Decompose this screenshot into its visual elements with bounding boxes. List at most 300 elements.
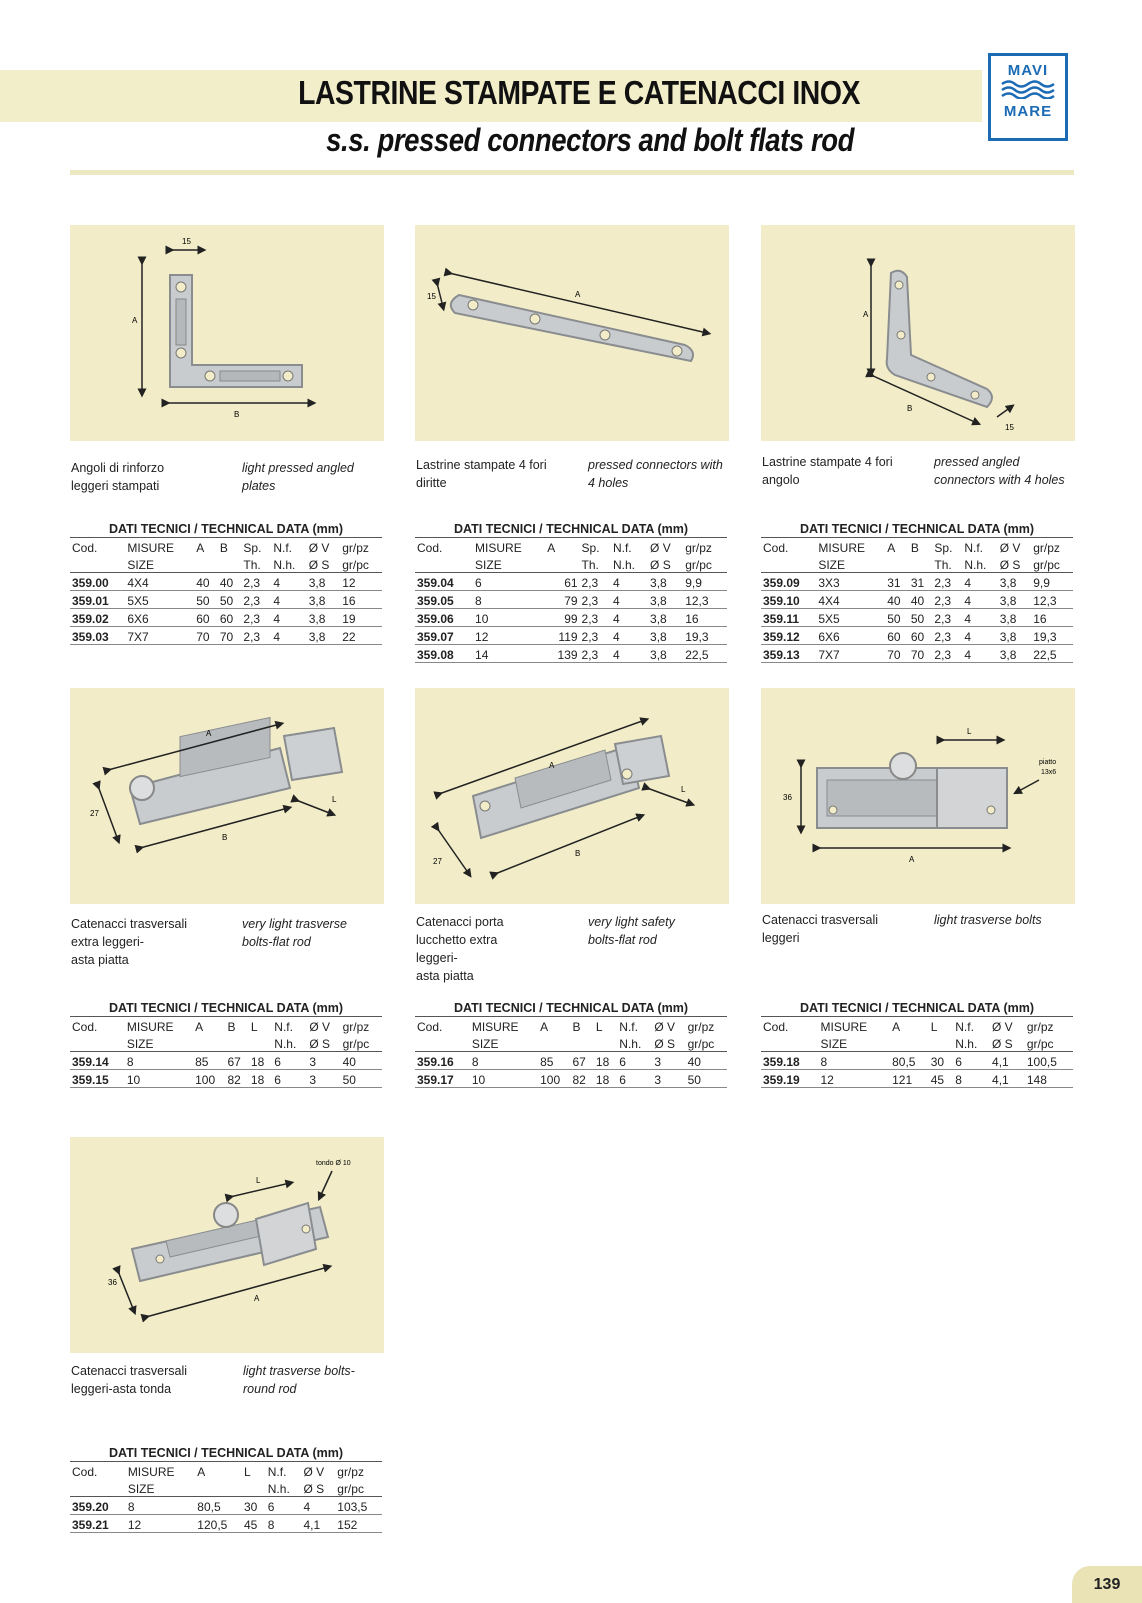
cell: 103,5 (335, 1497, 382, 1515)
angled-plate-icon (70, 225, 384, 441)
th: gr/pc (335, 1479, 382, 1497)
cell: 16 (1031, 609, 1073, 627)
cell: 45 (929, 1070, 954, 1088)
th: Ø V (654, 1020, 675, 1034)
spec-table-padlock-bolts (415, 1001, 727, 1088)
dim-label: 27 (90, 809, 99, 818)
cell: 6X6 (125, 609, 194, 627)
dim-label: 27 (433, 857, 442, 866)
cell: 40 (885, 591, 909, 609)
dim-label: L (256, 1176, 261, 1185)
th: N.f. (619, 1020, 638, 1034)
table-row (70, 591, 382, 609)
th (545, 555, 579, 573)
cell: 3,8 (648, 645, 683, 663)
th: N.h. (611, 555, 648, 573)
round-bolt-icon (70, 1137, 384, 1353)
cell: 119 (545, 627, 579, 645)
spec-table-round-bolts (70, 1446, 382, 1533)
dim-label: 13x6 (1041, 769, 1057, 776)
cell: 4 (611, 627, 648, 645)
cell: 2,3 (580, 627, 611, 645)
cell: 85 (538, 1052, 570, 1070)
th: gr/pz (685, 541, 712, 555)
cell: 80,5 (195, 1497, 242, 1515)
waves-icon (998, 79, 1058, 99)
cell: 3,8 (998, 627, 1032, 645)
desc-en-line: very light trasverse (242, 917, 347, 931)
th: L (930, 1020, 938, 1034)
cell: 14 (473, 645, 545, 663)
th (249, 1034, 272, 1052)
th (929, 1034, 954, 1052)
cell: 12,3 (683, 591, 727, 609)
cell: 10 (125, 1070, 193, 1088)
th: Ø S (301, 1479, 335, 1497)
cell: 6 (617, 1070, 652, 1088)
cell: 18 (249, 1052, 272, 1070)
th (226, 1034, 249, 1052)
padlock-bolt-icon (415, 688, 729, 904)
cell: 3,8 (648, 609, 683, 627)
cell: 359.11 (761, 609, 816, 627)
cell: 50 (686, 1070, 727, 1088)
cell: 3,8 (307, 609, 341, 627)
table-row (415, 591, 727, 609)
cell: 121 (890, 1070, 929, 1088)
cell: 99 (545, 609, 579, 627)
desc-it-line: asta piatta (71, 953, 129, 967)
cell: 3,8 (648, 573, 683, 591)
desc-en-line: very light safety (588, 915, 675, 929)
th: Ø S (652, 1034, 685, 1052)
dim-label: A (863, 310, 869, 319)
cell: 359.06 (415, 609, 473, 627)
th: A (892, 1020, 901, 1034)
cell: 3 (652, 1070, 685, 1088)
th: Ø V (303, 1465, 325, 1479)
table-caption: DATI TECNICI / TECHNICAL DATA (mm) (415, 522, 727, 538)
cell: 359.17 (415, 1070, 470, 1088)
cell: 3 (307, 1070, 340, 1088)
th: Cod. (72, 1020, 98, 1034)
th: A (547, 541, 556, 555)
dim-label: A (549, 761, 555, 770)
dim-label: piatto (1039, 759, 1057, 766)
cell: 4X4 (125, 573, 194, 591)
th: N.f. (273, 541, 292, 555)
cell: 30 (242, 1497, 266, 1515)
straight-plate-icon (415, 225, 729, 441)
th: Ø S (990, 1034, 1025, 1052)
cell: 30 (929, 1052, 954, 1070)
th: SIZE (125, 555, 194, 573)
cell: 40 (909, 591, 933, 609)
cell: 359.05 (415, 591, 473, 609)
product-photo-straight-connectors (415, 225, 729, 441)
cell: 4,1 (990, 1052, 1025, 1070)
desc-it-line: Catenacci trasversali (71, 1364, 188, 1378)
cell: 50 (909, 609, 933, 627)
cell: 22 (340, 627, 382, 645)
th: gr/pc (340, 555, 382, 573)
th: MISURE (127, 1465, 175, 1479)
cell: 82 (571, 1070, 594, 1088)
table-caption: DATI TECNICI / TECHNICAL DATA (mm) (415, 1001, 727, 1017)
cell: 40 (218, 573, 242, 591)
cell: 2,3 (241, 609, 271, 627)
cell: 50 (885, 609, 909, 627)
cell: 5X5 (816, 609, 885, 627)
table-row (415, 573, 727, 591)
table-row (415, 1052, 727, 1070)
product-photo-angled-plates (70, 225, 384, 441)
th: Ø S (307, 1034, 340, 1052)
cell: 4 (271, 627, 306, 645)
product-photo-padlock-bolts (415, 688, 729, 904)
th (194, 555, 218, 573)
spec-table-angled-plates (70, 522, 382, 645)
cell: 6 (617, 1052, 652, 1070)
page-title: LASTRINE STAMPATE E CATENACCI INOX (298, 74, 861, 111)
th: A (195, 1020, 204, 1034)
table-row (761, 609, 1073, 627)
cell: 359.01 (70, 591, 125, 609)
cell: 139 (545, 645, 579, 663)
cell: 31 (909, 573, 933, 591)
th: Sp. (243, 541, 262, 555)
dim-label: B (907, 404, 913, 413)
cell: 359.12 (761, 627, 816, 645)
th: Ø V (999, 541, 1021, 555)
logo-line-1: MAVI (1007, 62, 1049, 79)
cell: 3 (652, 1052, 685, 1070)
spec-table-straight-connectors (415, 522, 727, 663)
dim-label: 36 (783, 793, 792, 802)
cell: 18 (594, 1052, 617, 1070)
cell: 50 (341, 1070, 382, 1088)
th: gr/pz (342, 541, 369, 555)
th: Th. (932, 555, 962, 573)
cell: 4 (962, 591, 997, 609)
cell: 2,3 (580, 591, 611, 609)
dim-label: A (909, 855, 915, 864)
header-rule (70, 170, 1074, 175)
table-row (415, 1070, 727, 1088)
table-row (70, 627, 382, 645)
cell: 19,3 (683, 627, 727, 645)
th (761, 1034, 819, 1052)
th: SIZE (473, 555, 545, 573)
th: Cod. (763, 541, 789, 555)
desc-it-line: Angoli di rinforzo (71, 461, 165, 475)
table-row (70, 1070, 382, 1088)
cell: 2,3 (580, 573, 611, 591)
dim-label: 15 (182, 237, 191, 246)
cell: 12,3 (1031, 591, 1073, 609)
cell: 12 (819, 1070, 891, 1088)
th (193, 1034, 225, 1052)
table-caption: DATI TECNICI / TECHNICAL DATA (mm) (70, 1001, 382, 1017)
desc-it-line: leggeri stampati (71, 479, 160, 493)
th: N.f. (267, 1465, 287, 1479)
th: Ø S (998, 555, 1032, 573)
cell: 2,3 (932, 627, 962, 645)
dim-label: B (234, 410, 240, 419)
th: SIZE (819, 1034, 891, 1052)
cell: 4 (962, 573, 997, 591)
cell: 50 (194, 591, 218, 609)
table-caption: DATI TECNICI / TECHNICAL DATA (mm) (70, 1446, 382, 1462)
cell: 4 (611, 573, 648, 591)
cell: 9,9 (683, 573, 727, 591)
cell: 3,8 (307, 573, 341, 591)
th: gr/pc (1031, 555, 1073, 573)
cell: 100 (193, 1070, 225, 1088)
desc-en-line: plates (242, 479, 276, 493)
cell: 4 (962, 645, 997, 663)
table-row (70, 1515, 382, 1533)
th (890, 1034, 929, 1052)
flat-bolt-icon (70, 688, 384, 904)
cell: 359.07 (415, 627, 473, 645)
cell: 12 (473, 627, 545, 645)
cell: 359.04 (415, 573, 473, 591)
cell: 2,3 (932, 645, 962, 663)
th: B (572, 1020, 581, 1034)
th: N.h. (271, 555, 306, 573)
th (70, 1479, 126, 1497)
cell: 4 (271, 573, 306, 591)
dim-label: tondo Ø 10 (316, 1160, 351, 1167)
cell: 2,3 (241, 573, 271, 591)
cell: 67 (226, 1052, 249, 1070)
cell: 8 (125, 1052, 193, 1070)
th: Ø S (648, 555, 683, 573)
cell: 2,3 (580, 645, 611, 663)
desc-it-line: Lastrine stampate 4 fori (762, 455, 893, 469)
cell: 3,8 (648, 627, 683, 645)
cell: 6 (272, 1070, 307, 1088)
cell: 2,3 (932, 591, 962, 609)
cell: 359.21 (70, 1515, 126, 1533)
th (885, 555, 909, 573)
th (70, 555, 125, 573)
cell: 16 (340, 591, 382, 609)
mavimare-logo (988, 53, 1068, 141)
th: gr/pz (337, 1465, 364, 1479)
angled-connector-icon (761, 225, 1075, 441)
th (538, 1034, 570, 1052)
cell: 359.16 (415, 1052, 470, 1070)
dim-label: A (132, 316, 138, 325)
cell: 359.20 (70, 1497, 126, 1515)
spec-table-flat-bolts (70, 1001, 382, 1088)
cell: 4 (962, 609, 997, 627)
desc-en-line: pressed angled (934, 455, 1020, 469)
cell: 22,5 (1031, 645, 1073, 663)
cell: 359.02 (70, 609, 125, 627)
th: Sp. (934, 541, 953, 555)
th: SIZE (125, 1034, 193, 1052)
th: MISURE (475, 541, 522, 555)
cell: 3,8 (998, 645, 1032, 663)
th: gr/pz (1033, 541, 1060, 555)
cell: 2,3 (932, 609, 962, 627)
desc-it-line: extra leggeri- (71, 935, 144, 949)
cell: 100,5 (1025, 1052, 1073, 1070)
cell: 359.14 (70, 1052, 125, 1070)
desc-en-line: pressed connectors with (588, 458, 723, 472)
cell: 4 (611, 609, 648, 627)
cell: 4 (962, 627, 997, 645)
th: L (250, 1020, 258, 1034)
cell: 8 (953, 1070, 990, 1088)
table-row (70, 573, 382, 591)
desc-it-line: angolo (762, 473, 800, 487)
desc-en-line: bolts-flat rod (242, 935, 311, 949)
th: N.h. (272, 1034, 307, 1052)
cell: 45 (242, 1515, 266, 1533)
dim-label: L (681, 785, 686, 794)
th: Ø V (992, 1020, 1013, 1034)
cell: 80,5 (890, 1052, 929, 1070)
cell: 4X4 (816, 591, 885, 609)
th: Ø V (308, 541, 330, 555)
th: Cod. (417, 1020, 443, 1034)
cell: 3,8 (307, 627, 341, 645)
cell: 60 (194, 609, 218, 627)
table-row (415, 645, 727, 663)
desc-it-line: leggeri (762, 931, 800, 945)
th: MISURE (127, 541, 174, 555)
cell: 100 (538, 1070, 570, 1088)
dim-label: A (254, 1294, 260, 1303)
table-row (70, 1052, 382, 1070)
desc-it-line: Catenacci porta (416, 915, 504, 929)
dim-label: A (575, 290, 581, 299)
cell: 82 (226, 1070, 249, 1088)
cell: 9,9 (1031, 573, 1073, 591)
cell: 8 (819, 1052, 891, 1070)
cell: 10 (470, 1070, 538, 1088)
desc-en-line: light trasverse bolts (934, 913, 1042, 927)
dim-label: L (332, 795, 337, 804)
cell: 3 (307, 1052, 340, 1070)
cell: 4,1 (990, 1070, 1025, 1088)
desc-en-line: light trasverse bolts- (243, 1364, 355, 1378)
dim-label: L (967, 727, 972, 736)
th: SIZE (470, 1034, 538, 1052)
cell: 8 (266, 1515, 302, 1533)
cell: 359.15 (70, 1070, 125, 1088)
cell: 40 (194, 573, 218, 591)
page-number: 139 (1072, 1566, 1142, 1603)
table-row (761, 591, 1073, 609)
desc-it-line: leggeri- (416, 951, 458, 965)
cell: 50 (218, 591, 242, 609)
product-photo-round-bolts (70, 1137, 384, 1353)
table-row (415, 627, 727, 645)
desc-it-line: Lastrine stampate 4 fori (416, 458, 547, 472)
cell: 7X7 (125, 627, 194, 645)
th: N.h. (953, 1034, 990, 1052)
cell: 8 (470, 1052, 538, 1070)
th: Cod. (417, 541, 443, 555)
table-row (761, 1070, 1073, 1088)
cell: 6 (266, 1497, 302, 1515)
dim-label: B (575, 849, 581, 858)
cell: 70 (885, 645, 909, 663)
table-row (761, 627, 1073, 645)
th: N.f. (612, 541, 632, 555)
th: gr/pz (342, 1020, 370, 1034)
th: Cod. (72, 541, 98, 555)
cell: 359.09 (761, 573, 816, 591)
cell: 70 (218, 627, 242, 645)
cell: 61 (545, 573, 579, 591)
table-row (761, 573, 1073, 591)
cell: 16 (683, 609, 727, 627)
th: SIZE (126, 1479, 195, 1497)
desc-it-line: asta piatta (416, 969, 474, 983)
th: B (227, 1020, 236, 1034)
cell: 22,5 (683, 645, 727, 663)
cell: 359.18 (761, 1052, 819, 1070)
th: N.f. (274, 1020, 293, 1034)
cell: 8 (126, 1497, 195, 1515)
th: Cod. (72, 1465, 98, 1479)
th: L (595, 1020, 603, 1034)
cell: 67 (571, 1052, 594, 1070)
cell: 3,8 (998, 609, 1032, 627)
cell: 2,3 (241, 627, 271, 645)
table-caption: DATI TECNICI / TECHNICAL DATA (mm) (761, 1001, 1073, 1017)
th: gr/pz (687, 1020, 715, 1034)
th: N.h. (266, 1479, 302, 1497)
desc-en-line: connectors with 4 holes (934, 473, 1065, 487)
page-subtitle: s.s. pressed connectors and bolt flats rod (326, 122, 855, 158)
spec-table-angled-connectors (761, 522, 1073, 663)
cell: 148 (1025, 1070, 1073, 1088)
th: Cod. (763, 1020, 789, 1034)
cell: 152 (335, 1515, 382, 1533)
table-caption: DATI TECNICI / TECHNICAL DATA (mm) (70, 522, 382, 538)
desc-en-line: light pressed angled (242, 461, 354, 475)
cell: 2,3 (580, 609, 611, 627)
product-photo-trasverse-bolts (761, 688, 1075, 904)
th: L (243, 1465, 251, 1479)
cell: 4,1 (301, 1515, 335, 1533)
table-row (415, 609, 727, 627)
th (195, 1479, 242, 1497)
th: A (197, 1465, 206, 1479)
table-caption: DATI TECNICI / TECHNICAL DATA (mm) (761, 522, 1073, 538)
th: MISURE (820, 1020, 868, 1034)
th (415, 555, 473, 573)
table-row (70, 1497, 382, 1515)
th: Sp. (581, 541, 600, 555)
th: MISURE (471, 1020, 519, 1034)
dim-label: A (206, 729, 212, 738)
cell: 359.10 (761, 591, 816, 609)
cell: 3,8 (307, 591, 341, 609)
th: N.h. (617, 1034, 652, 1052)
th: A (196, 541, 205, 555)
th: SIZE (816, 555, 885, 573)
cell: 3,8 (648, 591, 683, 609)
th: gr/pc (341, 1034, 382, 1052)
